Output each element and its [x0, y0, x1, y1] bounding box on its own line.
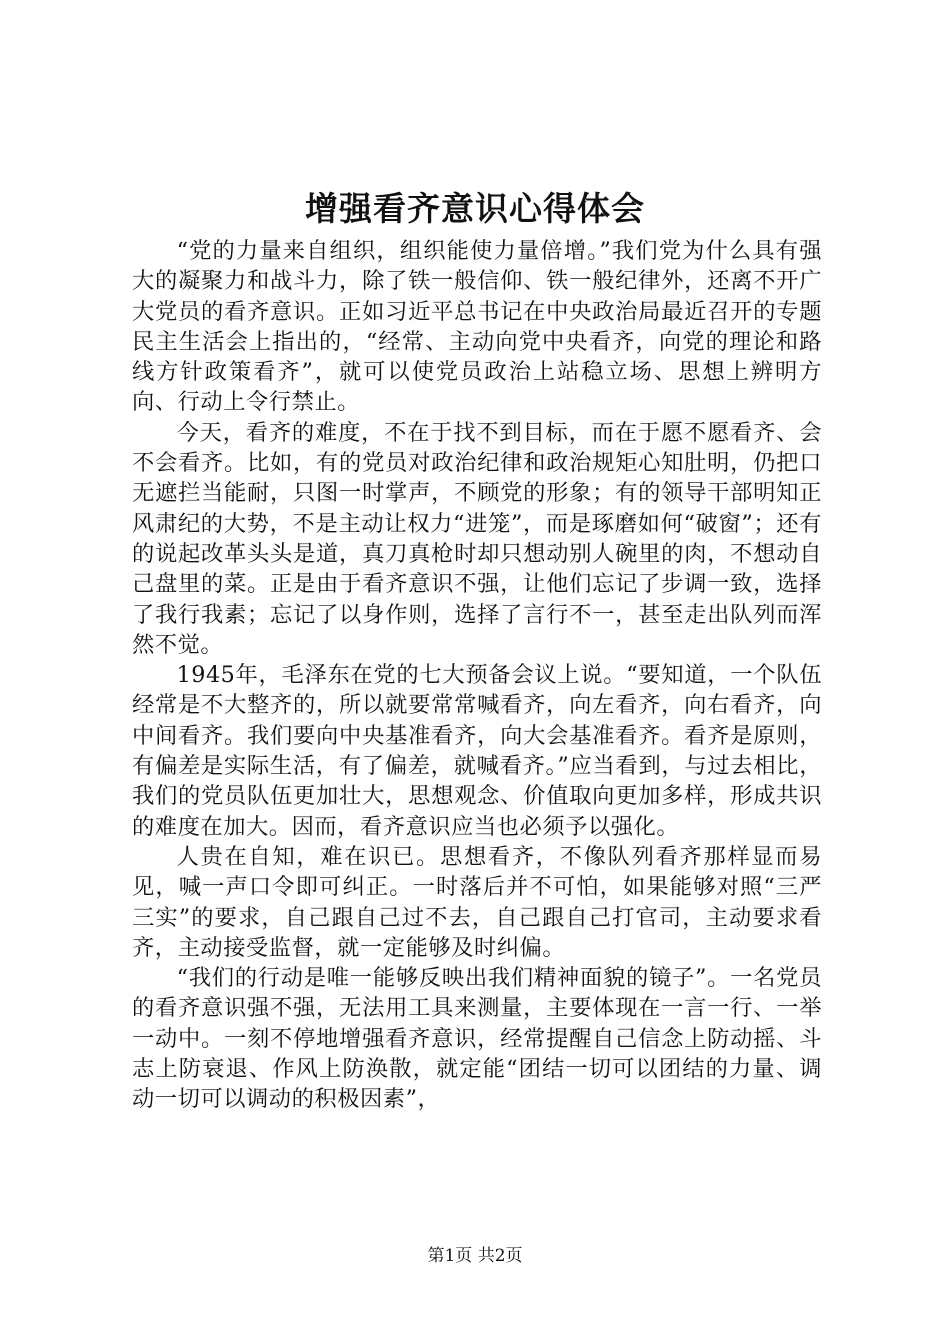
page-footer: 第1页 共2页	[427, 1246, 523, 1266]
paragraph-4: 人贵在自知，难在识已。思想看齐，不像队列看齐那样显而易见，喊一声口令即可纠正。一时落后并不可怕，如果能够对照“三严三实”的要求，自己跟自己过不去，自己跟自己打官司，主动要求看齐，主动接受监督，就一定能够及时纠偏。	[132, 843, 822, 961]
paragraph-5: “我们的行动是唯一能够反映出我们精神面貌的镜子”。一名党员的看齐意识强不强，无法用工具来测量，主要体现在一言一行、一举一动中。一刻不停地增强看齐意识，经常提醒自己信念上防动摇、斗志上防衰退、作风上防涣散，就定能“团结一切可以团结的力量、调动一切可以调动的积极因素”，	[132, 965, 822, 1113]
document-title: 增强看齐意识心得体会	[305, 189, 645, 228]
paragraph-3: 1945年，毛泽东在党的七大预备会议上说。“要知道，一个队伍经常是不大整齐的，所以就要常常喊看齐，向左看齐，向右看齐，向中间看齐。我们要向中央基准看齐，向大会基准看齐。看齐是原则，有偏差是实际生活，有了偏差，就喊看齐。”应当看到，与过去相比，我们的党员队伍更加壮大，思想观念、价值取向更加多样，形成共识的难度在加大。因而，看齐意识应当也必须予以强化。	[132, 662, 822, 840]
document-body	[132, 236, 822, 1115]
paragraph-2: 今天，看齐的难度，不在于找不到目标，而在于愿不愿看齐、会不会看齐。比如，有的党员对政治纪律和政治规矩心知肚明，仍把口无遮拦当能耐，只图一时掌声，不顾党的形象；有的领导干部明知正风肃纪的大势，不是主动让权力“进笼”，而是琢磨如何“破窗”；还有的说起改革头头是道，真刀真枪时却只想动别人碗里的肉，不想动自己盘里的菜。正是由于看齐意识不强，让他们忘记了步调一致，选择了我行我素；忘记了以身作则，选择了言行不一，甚至走出队列而浑然不觉。	[132, 419, 822, 658]
paragraph-1: “党的力量来自组织，组织能使力量倍增。”我们党为什么具有强大的凝聚力和战斗力，除了铁一般信仰、铁一般纪律外，还离不开广大党员的看齐意识。正如习近平总书记在中央政治局最近召开的专题民主生活会上指出的，“经常、主动向党中央看齐，向党的理论和路线方针政策看齐”，就可以使党员政治上站稳立场、思想上辨明方向、行动上令行禁止。	[132, 238, 822, 416]
